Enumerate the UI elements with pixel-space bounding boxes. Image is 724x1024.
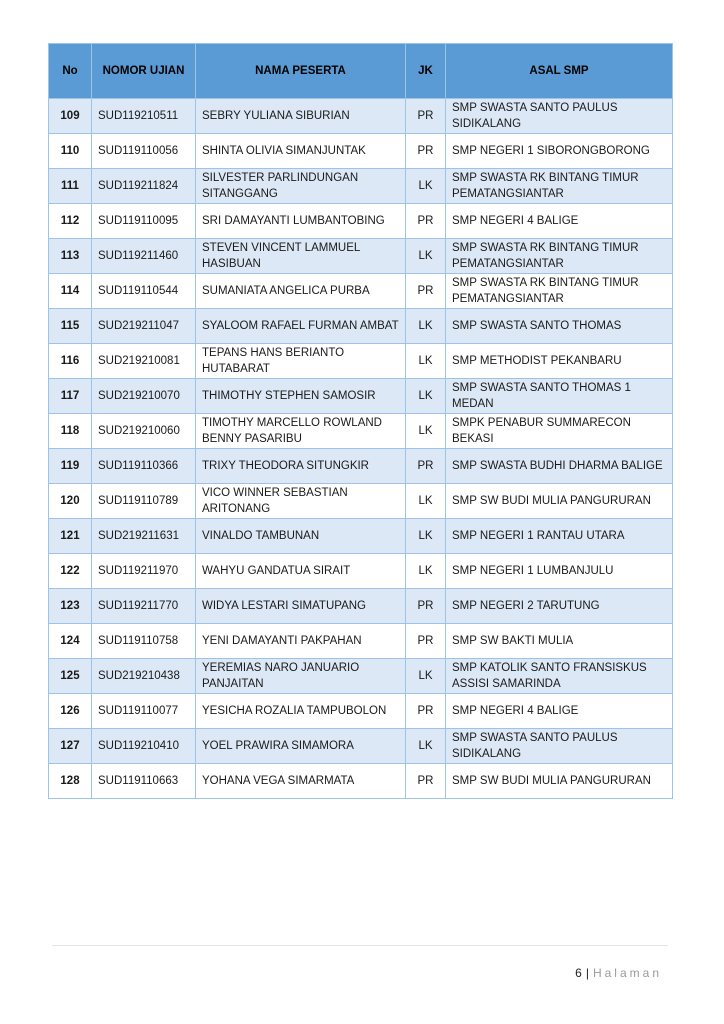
cell-nomor-ujian: SUD219210438: [92, 659, 196, 694]
cell-nama-peserta: THIMOTHY STEPHEN SAMOSIR: [196, 379, 406, 414]
cell-nama-peserta: VINALDO TAMBUNAN: [196, 519, 406, 554]
cell-asal-smp: SMP SW BUDI MULIA PANGURURAN: [446, 484, 673, 519]
cell-jk: LK: [406, 484, 446, 519]
cell-asal-smp: SMP SWASTA SANTO PAULUS SIDIKALANG: [446, 729, 673, 764]
cell-jk: PR: [406, 134, 446, 169]
table-row: [49, 274, 673, 309]
cell-jk: LK: [406, 309, 446, 344]
cell-nomor-ujian: SUD219211631: [92, 519, 196, 554]
cell-jk: LK: [406, 519, 446, 554]
cell-jk: PR: [406, 764, 446, 799]
cell-no: 119: [49, 449, 92, 484]
cell-nomor-ujian: SUD119210410: [92, 729, 196, 764]
cell-nama-peserta: TRIXY THEODORA SITUNGKIR: [196, 449, 406, 484]
cell-no: 113: [49, 239, 92, 274]
table-row: [49, 169, 673, 204]
cell-no: 112: [49, 204, 92, 239]
table-row: [49, 449, 673, 484]
table-row: [49, 764, 673, 799]
cell-nomor-ujian: SUD119110095: [92, 204, 196, 239]
cell-jk: LK: [406, 729, 446, 764]
cell-nomor-ujian: SUD119110056: [92, 134, 196, 169]
header-no: No: [49, 44, 92, 99]
table-header-row: [49, 44, 673, 99]
cell-no: 127: [49, 729, 92, 764]
cell-no: 118: [49, 414, 92, 449]
cell-nomor-ujian: SUD119211460: [92, 239, 196, 274]
cell-no: 124: [49, 624, 92, 659]
cell-no: 122: [49, 554, 92, 589]
cell-no: 117: [49, 379, 92, 414]
cell-nomor-ujian: SUD119110544: [92, 274, 196, 309]
cell-no: 110: [49, 134, 92, 169]
table-row: [49, 344, 673, 379]
table-row: [49, 519, 673, 554]
table-row: [49, 554, 673, 589]
cell-nomor-ujian: SUD119211824: [92, 169, 196, 204]
cell-asal-smp: SMP SWASTA SANTO THOMAS 1 MEDAN: [446, 379, 673, 414]
cell-asal-smp: SMP NEGERI 4 BALIGE: [446, 694, 673, 729]
footer-separator: |: [585, 966, 589, 980]
cell-nomor-ujian: SUD219210060: [92, 414, 196, 449]
cell-no: 125: [49, 659, 92, 694]
cell-jk: LK: [406, 414, 446, 449]
cell-jk: PR: [406, 204, 446, 239]
table-row: [49, 659, 673, 694]
cell-asal-smp: SMP METHODIST PEKANBARU: [446, 344, 673, 379]
page-footer: [575, 966, 662, 980]
cell-nama-peserta: SILVESTER PARLINDUNGAN SITANGGANG: [196, 169, 406, 204]
cell-asal-smp: SMP SWASTA SANTO THOMAS: [446, 309, 673, 344]
cell-jk: PR: [406, 274, 446, 309]
cell-asal-smp: SMPK PENABUR SUMMARECON BEKASI: [446, 414, 673, 449]
cell-nama-peserta: YESICHA ROZALIA TAMPUBOLON: [196, 694, 406, 729]
cell-jk: LK: [406, 379, 446, 414]
cell-asal-smp: SMP SWASTA RK BINTANG TIMUR PEMATANGSIANTAR: [446, 169, 673, 204]
cell-no: 116: [49, 344, 92, 379]
cell-jk: LK: [406, 239, 446, 274]
page-number: 6: [575, 966, 582, 980]
participants-table: [48, 43, 673, 799]
cell-no: 111: [49, 169, 92, 204]
cell-nomor-ujian: SUD119210511: [92, 99, 196, 134]
cell-nama-peserta: STEVEN VINCENT LAMMUEL HASIBUAN: [196, 239, 406, 274]
cell-jk: LK: [406, 659, 446, 694]
table-row: [49, 379, 673, 414]
cell-no: 121: [49, 519, 92, 554]
cell-nomor-ujian: SUD119110758: [92, 624, 196, 659]
cell-nama-peserta: VICO WINNER SEBASTIAN ARITONANG: [196, 484, 406, 519]
table-row: [49, 414, 673, 449]
cell-jk: LK: [406, 554, 446, 589]
cell-asal-smp: SMP NEGERI 1 LUMBANJULU: [446, 554, 673, 589]
cell-nama-peserta: SUMANIATA ANGELICA PURBA: [196, 274, 406, 309]
cell-jk: PR: [406, 99, 446, 134]
cell-nama-peserta: TIMOTHY MARCELLO ROWLAND BENNY PASARIBU: [196, 414, 406, 449]
cell-jk: PR: [406, 449, 446, 484]
cell-asal-smp: SMP SWASTA RK BINTANG TIMUR PEMATANGSIANTAR: [446, 274, 673, 309]
cell-no: 120: [49, 484, 92, 519]
table-row: [49, 99, 673, 134]
cell-no: 114: [49, 274, 92, 309]
header-jk: JK: [406, 44, 446, 99]
cell-asal-smp: SMP KATOLIK SANTO FRANSISKUS ASSISI SAMARINDA: [446, 659, 673, 694]
table-row: [49, 624, 673, 659]
cell-no: 123: [49, 589, 92, 624]
cell-nomor-ujian: SUD119211970: [92, 554, 196, 589]
cell-nama-peserta: YOEL PRAWIRA SIMAMORA: [196, 729, 406, 764]
cell-asal-smp: SMP SW BAKTI MULIA: [446, 624, 673, 659]
cell-nomor-ujian: SUD119110366: [92, 449, 196, 484]
cell-nama-peserta: SEBRY YULIANA SIBURIAN: [196, 99, 406, 134]
cell-asal-smp: SMP NEGERI 1 SIBORONGBORONG: [446, 134, 673, 169]
cell-nama-peserta: WAHYU GANDATUA SIRAIT: [196, 554, 406, 589]
cell-asal-smp: SMP NEGERI 2 TARUTUNG: [446, 589, 673, 624]
cell-nomor-ujian: SUD219211047: [92, 309, 196, 344]
cell-nomor-ujian: SUD219210070: [92, 379, 196, 414]
table-row: [49, 309, 673, 344]
header-nomor-ujian: NOMOR UJIAN: [92, 44, 196, 99]
cell-jk: LK: [406, 169, 446, 204]
table-row: [49, 484, 673, 519]
cell-jk: PR: [406, 589, 446, 624]
table-row: [49, 589, 673, 624]
cell-asal-smp: SMP SWASTA RK BINTANG TIMUR PEMATANGSIANTAR: [446, 239, 673, 274]
cell-nama-peserta: YEREMIAS NARO JANUARIO PANJAITAN: [196, 659, 406, 694]
cell-asal-smp: SMP SWASTA SANTO PAULUS SIDIKALANG: [446, 99, 673, 134]
cell-nama-peserta: SRI DAMAYANTI LUMBANTOBING: [196, 204, 406, 239]
cell-no: 115: [49, 309, 92, 344]
header-nama-peserta: NAMA PESERTA: [196, 44, 406, 99]
cell-no: 126: [49, 694, 92, 729]
cell-nomor-ujian: SUD119110077: [92, 694, 196, 729]
table-row: [49, 204, 673, 239]
table-body: [49, 99, 673, 799]
cell-nomor-ujian: SUD119110789: [92, 484, 196, 519]
footer-divider: [52, 945, 668, 946]
cell-asal-smp: SMP NEGERI 1 RANTAU UTARA: [446, 519, 673, 554]
table-row: [49, 694, 673, 729]
cell-nama-peserta: TEPANS HANS BERIANTO HUTABARAT: [196, 344, 406, 379]
cell-asal-smp: SMP SW BUDI MULIA PANGURURAN: [446, 764, 673, 799]
cell-nama-peserta: WIDYA LESTARI SIMATUPANG: [196, 589, 406, 624]
table-row: [49, 239, 673, 274]
page-word: Halaman: [592, 966, 662, 980]
cell-nama-peserta: SHINTA OLIVIA SIMANJUNTAK: [196, 134, 406, 169]
cell-nama-peserta: YENI DAMAYANTI PAKPAHAN: [196, 624, 406, 659]
header-asal-smp: ASAL SMP: [446, 44, 673, 99]
cell-jk: PR: [406, 624, 446, 659]
table-row: [49, 134, 673, 169]
cell-asal-smp: SMP SWASTA BUDHI DHARMA BALIGE: [446, 449, 673, 484]
cell-jk: PR: [406, 694, 446, 729]
table-row: [49, 729, 673, 764]
cell-asal-smp: SMP NEGERI 4 BALIGE: [446, 204, 673, 239]
cell-nama-peserta: SYALOOM RAFAEL FURMAN AMBAT: [196, 309, 406, 344]
cell-jk: LK: [406, 344, 446, 379]
cell-nomor-ujian: SUD119110663: [92, 764, 196, 799]
cell-nama-peserta: YOHANA VEGA SIMARMATA: [196, 764, 406, 799]
cell-no: 109: [49, 99, 92, 134]
cell-nomor-ujian: SUD119211770: [92, 589, 196, 624]
cell-nomor-ujian: SUD219210081: [92, 344, 196, 379]
cell-no: 128: [49, 764, 92, 799]
